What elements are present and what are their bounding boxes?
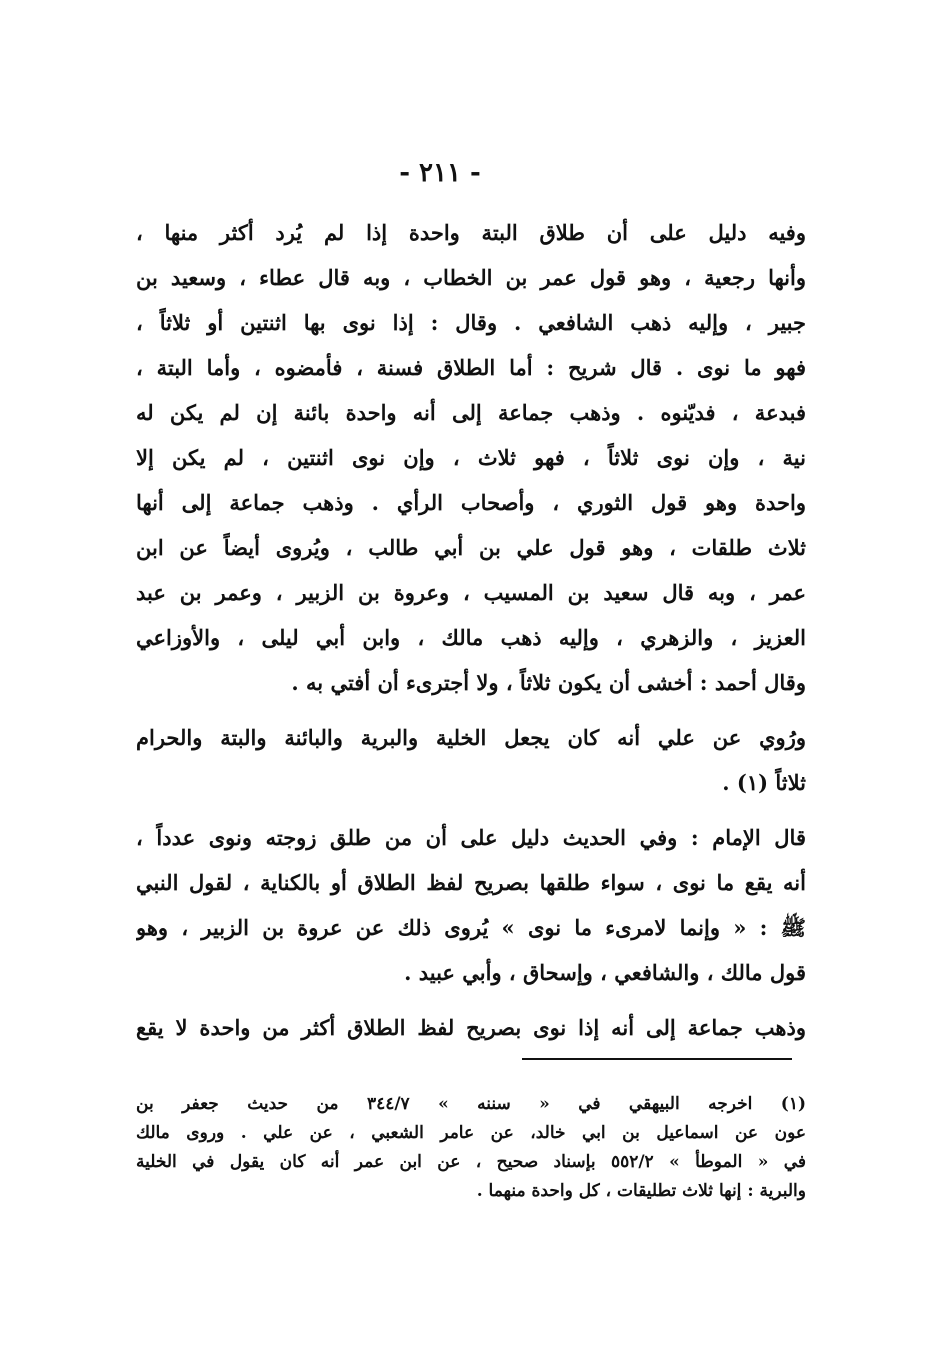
text-line: وقال أحمد : أخشى أن يكون ثلاثاً ، ولا أجترىء أن أفتي به . — [291, 670, 806, 695]
footnote-divider — [522, 1058, 792, 1060]
text-line: ثلاثاً (١) . — [722, 770, 806, 795]
paragraph-4 — [136, 1005, 806, 1050]
text-line: وذهب جماعة إلى أنه إذا نوى بصريح لفظ الطلاق أكثر من واحدة لا يقع — [136, 1015, 806, 1040]
body-text — [136, 210, 806, 1050]
text-line: فهو ما نوى . قال شريح : أما الطلاق فسنة ، فأمضوه ، وأما البتة ، — [136, 355, 806, 380]
paragraph-gap — [136, 995, 806, 1005]
text-line: واحدة وهو قول الثوري ، وأصحاب الرأي . وذهب جماعة إلى أنها — [136, 490, 806, 515]
text-line: ثلاث طلقات ، وهو قول علي بن أبي طالب ، ويُروى أيضاً عن ابن — [136, 535, 806, 560]
paragraph-2 — [136, 715, 806, 805]
text-line: جبير ، وإليه ذهب الشافعي . وقال : إذا نوى بها اثنتين أو ثلاثاً ، — [136, 310, 806, 335]
text-line: ورُوي عن علي أنه كان يجعل الخلية والبرية والبائنة والبتة والحرام — [136, 725, 806, 750]
text-line: فبدعة ، فديّنوه . وذهب جماعة إلى أنه واحدة بائنة إن لم يكن له — [136, 400, 806, 425]
text-line: قول مالك ، والشافعي ، وإسحاق ، وأبي عبيد . — [404, 960, 806, 985]
text-line: قال الإمام : وفي الحديث دليل على أن من طلق زوجته ونوى عدداً ، — [136, 825, 806, 850]
page-number: - ٢١١ - — [399, 158, 481, 188]
text-line: وفيه دليل على أن طلاق البتة واحدة إذا لم يُرد أكثر منها ، — [136, 220, 806, 245]
text-line: ﷺ : « وإنما لامرىء ما نوى » يُروى ذلك عن عروة بن الزبير ، وهو — [136, 915, 806, 940]
footnotes — [136, 1090, 806, 1206]
text-line: وأنها رجعية ، وهو قول عمر بن الخطاب ، وبه قال عطاء ، وسعيد بن — [136, 265, 806, 290]
paragraph-3 — [136, 815, 806, 995]
footnote-line: عون عن اسماعيل بن ابي خالد، عن عامر الشعبي ، عن علي . وروى مالك — [136, 1123, 806, 1143]
footnote-line: (١) اخرجه البيهقي في « سننه » ٣٤٤/٧ من حديث جعفر بن — [136, 1094, 806, 1114]
paragraph-gap — [136, 705, 806, 715]
footnote-line: في « الموطأ » ٥٥٢/٢ بإسناد صحيح ، عن ابن عمر أنه كان يقول في الخلية — [136, 1152, 806, 1172]
text-line: أنه يقع ما نوى ، سواء طلقها بصريح لفظ الطلاق أو بالكناية ، لقول النبي — [136, 870, 806, 895]
text-line: نية ، وإن نوى ثلاثاً ، فهو ثلاث ، وإن نوى اثنتين ، لم يكن إلا — [136, 445, 806, 470]
paragraph-gap — [136, 805, 806, 815]
footnote-line: والبرية : إنها ثلاث تطليقات ، كل واحدة منهما . — [476, 1181, 806, 1201]
paragraph-1 — [136, 210, 806, 705]
text-line: العزيز ، والزهري ، وإليه ذهب مالك ، وابن أبي ليلى ، والأوزاعي — [136, 625, 806, 650]
text-line: عمر ، وبه قال سعيد بن المسيب ، وعروة بن الزبير ، وعمر بن عبد — [136, 580, 806, 605]
